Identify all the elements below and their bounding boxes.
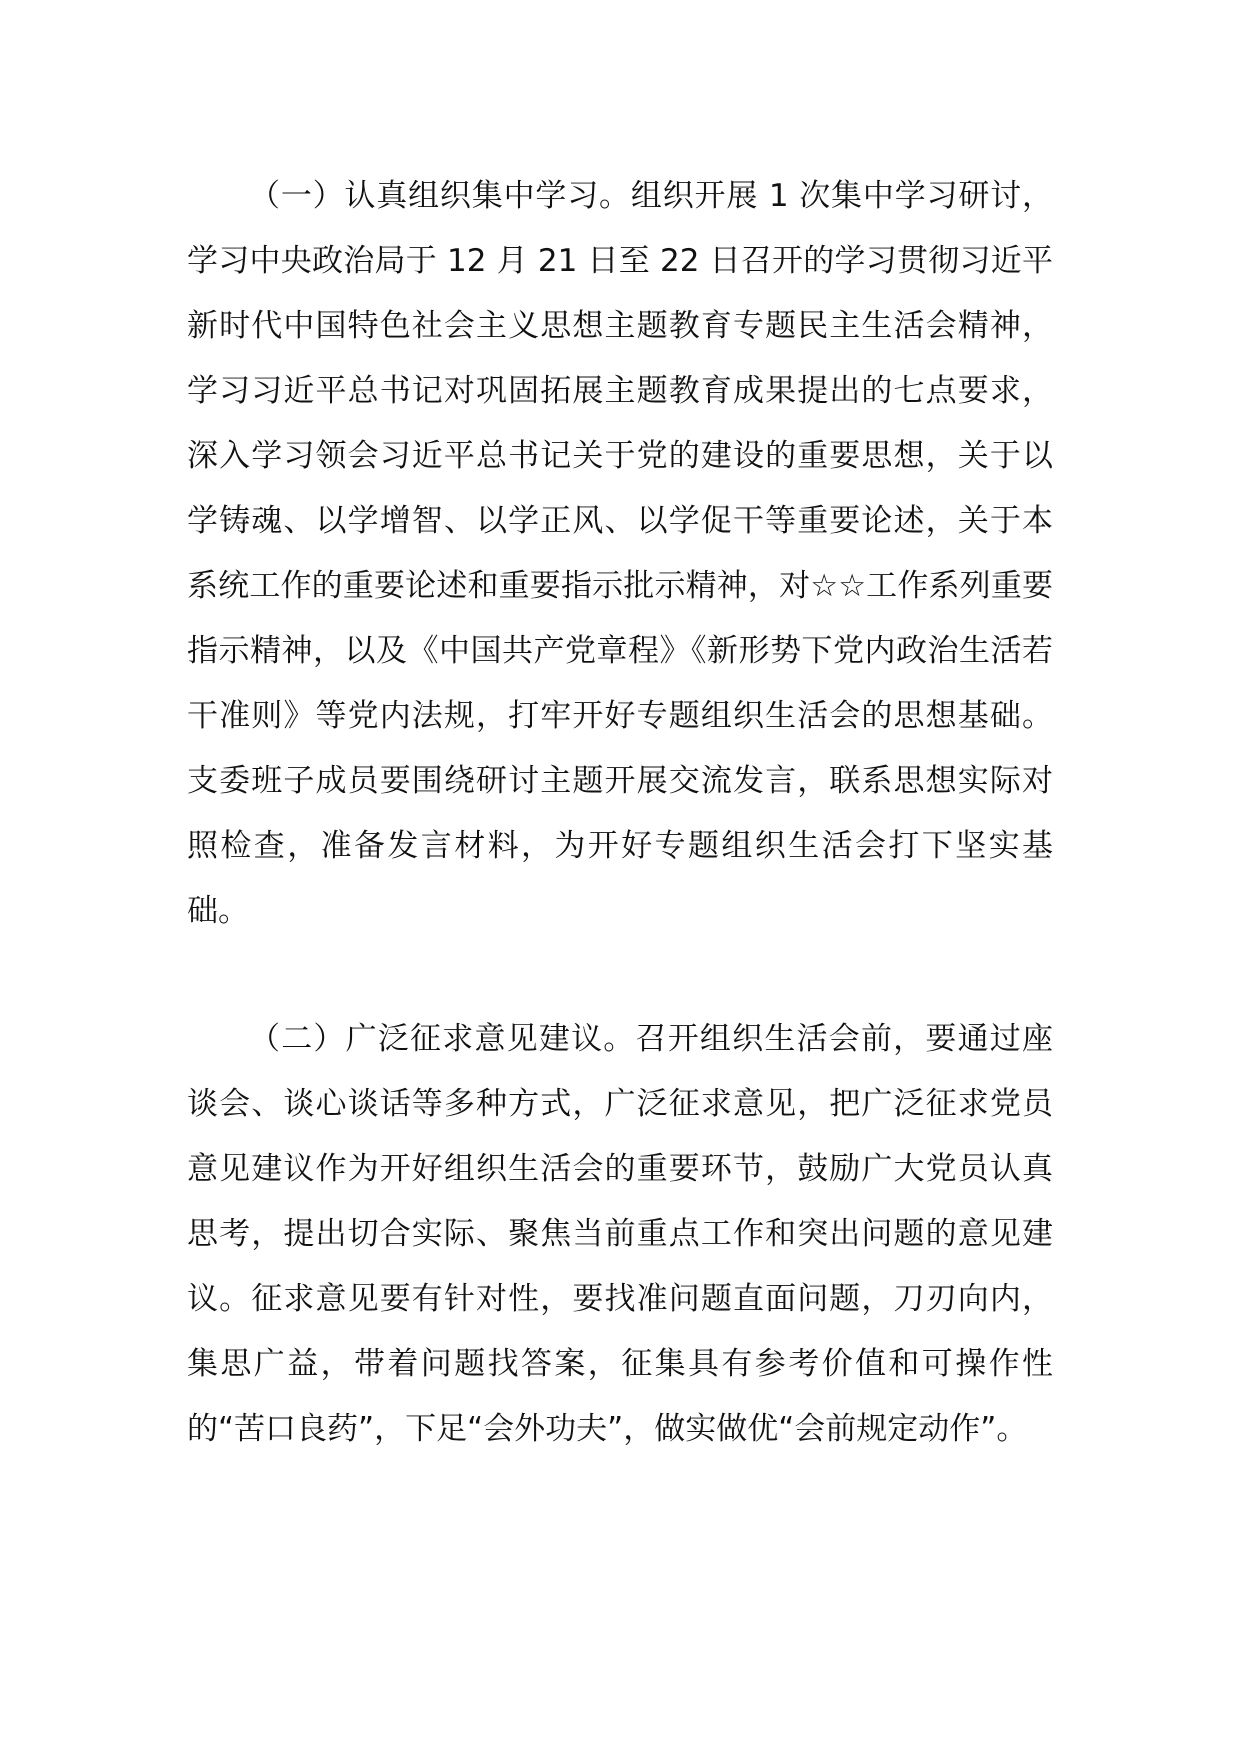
paragraph-study: （一）认真组织集中学习。组织开展 1 次集中学习研讨，学习中央政治局于 12 月 21 日至 22 日召开的学习贯彻习近平新时代中国特色社会主义思想主题教育专题民主生活会精神，学习习近平总书记对巩固拓展主题教育成果提出的七点要求，深入学习领会习近平总书记关于党的建设的重要思想，关于以学铸魂、以学增智、以学正风、以学促干等重要论述，关于本系统工作的重要论述和重要指示批示精神，对☆☆工作系列重要指示精神，以及《中国共产党章程》《新形势下党内政治生活若干准则》等党内法规，打牢开好专题组织生活会的思想基础。支委班子成员要围绕研讨主题开展交流发言，联系思想实际对照检查，准备发言材料，为开好专题组织生活会打下坚实基础。 <box>187 178 1053 929</box>
paragraph-feedback: （二）广泛征求意见建议。召开组织生活会前，要通过座谈会、谈心谈话等多种方式，广泛征求意见，把广泛征求党员意见建议作为开好组织生活会的重要环节，鼓励广大党员认真思考，提出切合实际、聚焦当前重点工作和突出问题的意见建议。征求意见要有针对性，要找准问题直面问题，刀刃向内，集思广益，带着问题找答案，征集具有参考价值和可操作性的“苦口良药”，下足“会外功夫”，做实做优“会前规定动作”。 <box>187 1021 1053 1447</box>
document-body <box>187 164 1053 1462</box>
